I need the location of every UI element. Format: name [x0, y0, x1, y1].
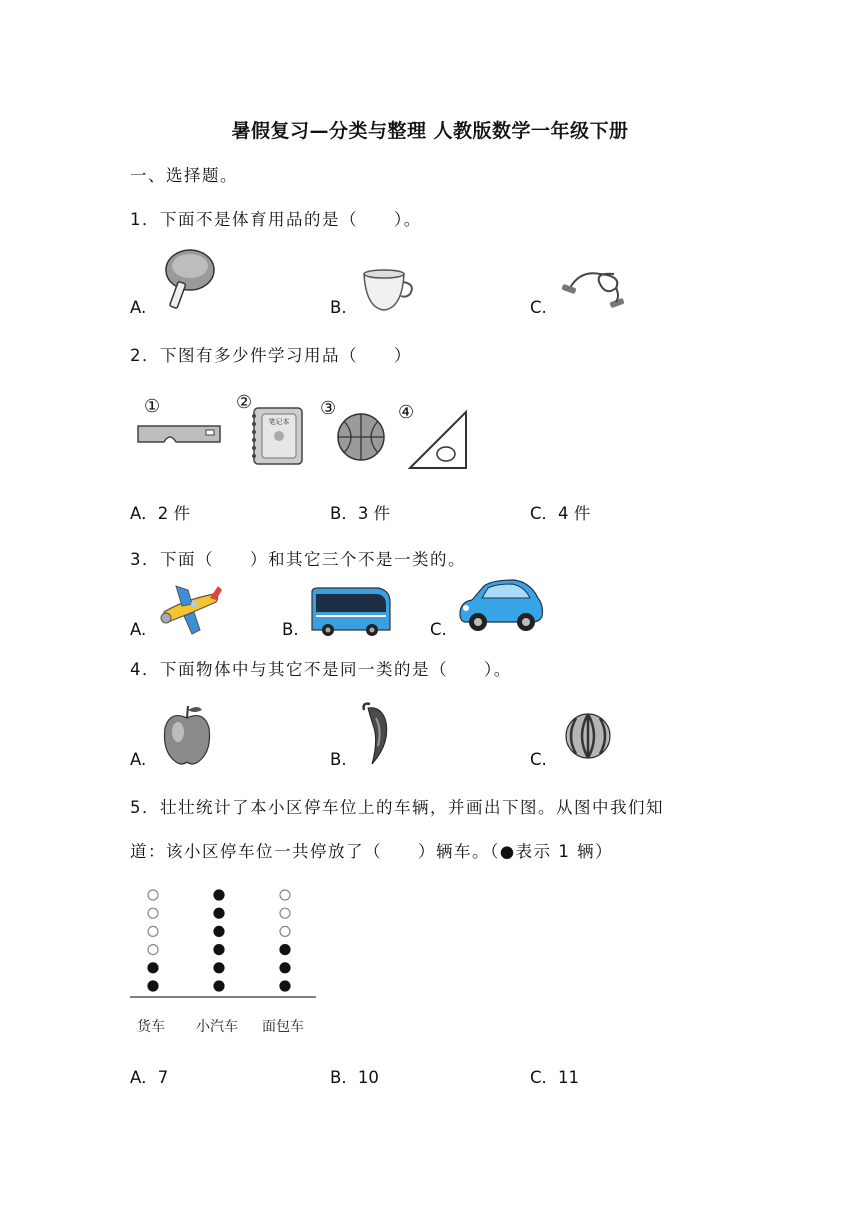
q2-label-1: ① — [144, 396, 161, 417]
q2-option-b[interactable]: B．3 件 — [330, 504, 391, 523]
q1-option-a[interactable]: A. — [130, 298, 147, 317]
filled-circle-mark — [280, 945, 290, 955]
empty-circle-mark — [280, 890, 290, 900]
empty-circle-mark — [280, 926, 290, 936]
notebook-icon — [248, 406, 306, 466]
q5-option-a[interactable]: A．7 — [130, 1068, 169, 1087]
q5-option-b[interactable]: B．10 — [330, 1068, 379, 1087]
q2-label-2: ② — [236, 392, 253, 413]
empty-circle-mark — [148, 890, 158, 900]
filled-circle-mark — [214, 945, 224, 955]
question-1-stem: 1．下面不是体育用品的是（ ）。 — [130, 210, 422, 229]
page-title: 暑假复习—分类与整理 人教版数学一年级下册 — [231, 120, 629, 142]
vehicle-pictograph — [126, 880, 326, 1050]
filled-circle-mark — [280, 963, 290, 973]
empty-circle-mark — [148, 926, 158, 936]
category-label: 货车 — [137, 1019, 165, 1035]
car-icon — [456, 576, 546, 636]
filled-circle-mark — [280, 981, 290, 991]
question-3-stem: 3．下面（ ）和其它三个不是一类的。 — [130, 550, 466, 569]
empty-circle-mark — [148, 908, 158, 918]
filled-circle-mark — [214, 890, 224, 900]
q4-option-c[interactable]: C. — [530, 750, 547, 769]
apple-icon — [160, 702, 214, 766]
filled-circle-mark — [214, 926, 224, 936]
section-heading: 一、选择题。 — [130, 166, 238, 185]
empty-circle-mark — [280, 908, 290, 918]
q2-option-c[interactable]: C．4 件 — [530, 504, 591, 523]
filled-circle-mark — [214, 908, 224, 918]
jump-rope-icon — [560, 266, 626, 314]
basketball-icon — [336, 412, 386, 462]
question-2-stem: 2．下图有多少件学习用品（ ） — [130, 346, 412, 365]
filled-circle-mark — [148, 981, 158, 991]
q3-option-a[interactable]: A. — [130, 620, 147, 639]
toy-airplane-icon — [158, 582, 226, 638]
filled-circle-mark — [148, 963, 158, 973]
question-5-stem-line-1: 5．壮壮统计了本小区停车位上的车辆，并画出下图。从图中我们知 — [130, 798, 664, 817]
ping-pong-paddle-icon — [160, 246, 220, 316]
q4-option-a[interactable]: A. — [130, 750, 147, 769]
empty-circle-mark — [148, 945, 158, 955]
q3-option-c[interactable]: C. — [430, 620, 447, 639]
q1-option-c[interactable]: C. — [530, 298, 547, 317]
q3-option-b[interactable]: B. — [282, 620, 299, 639]
q5-option-c[interactable]: C．11 — [530, 1068, 580, 1087]
set-square-icon — [408, 410, 468, 470]
category-label: 面包车 — [262, 1019, 304, 1035]
chili-pepper-icon — [360, 698, 396, 768]
notebook-cover-text: 笔记本 — [268, 418, 290, 426]
filled-circle-mark — [214, 981, 224, 991]
filled-circle-mark — [214, 963, 224, 973]
question-5-stem-line-2: 道：该小区停车位一共停放了（ ）辆车。（●表示 1 辆） — [130, 842, 614, 861]
watermelon-icon — [564, 712, 612, 760]
question-4-stem: 4．下面物体中与其它不是同一类的是（ ）。 — [130, 660, 512, 679]
q2-label-4: ④ — [398, 402, 415, 423]
bus-icon — [306, 586, 392, 638]
q4-option-b[interactable]: B. — [330, 750, 347, 769]
q2-option-a[interactable]: A．2 件 — [130, 504, 191, 523]
q1-option-b[interactable]: B. — [330, 298, 347, 317]
category-label: 小汽车 — [196, 1019, 238, 1035]
ruler-icon — [136, 422, 222, 446]
q2-label-3: ③ — [320, 398, 337, 419]
teacup-icon — [360, 268, 418, 316]
